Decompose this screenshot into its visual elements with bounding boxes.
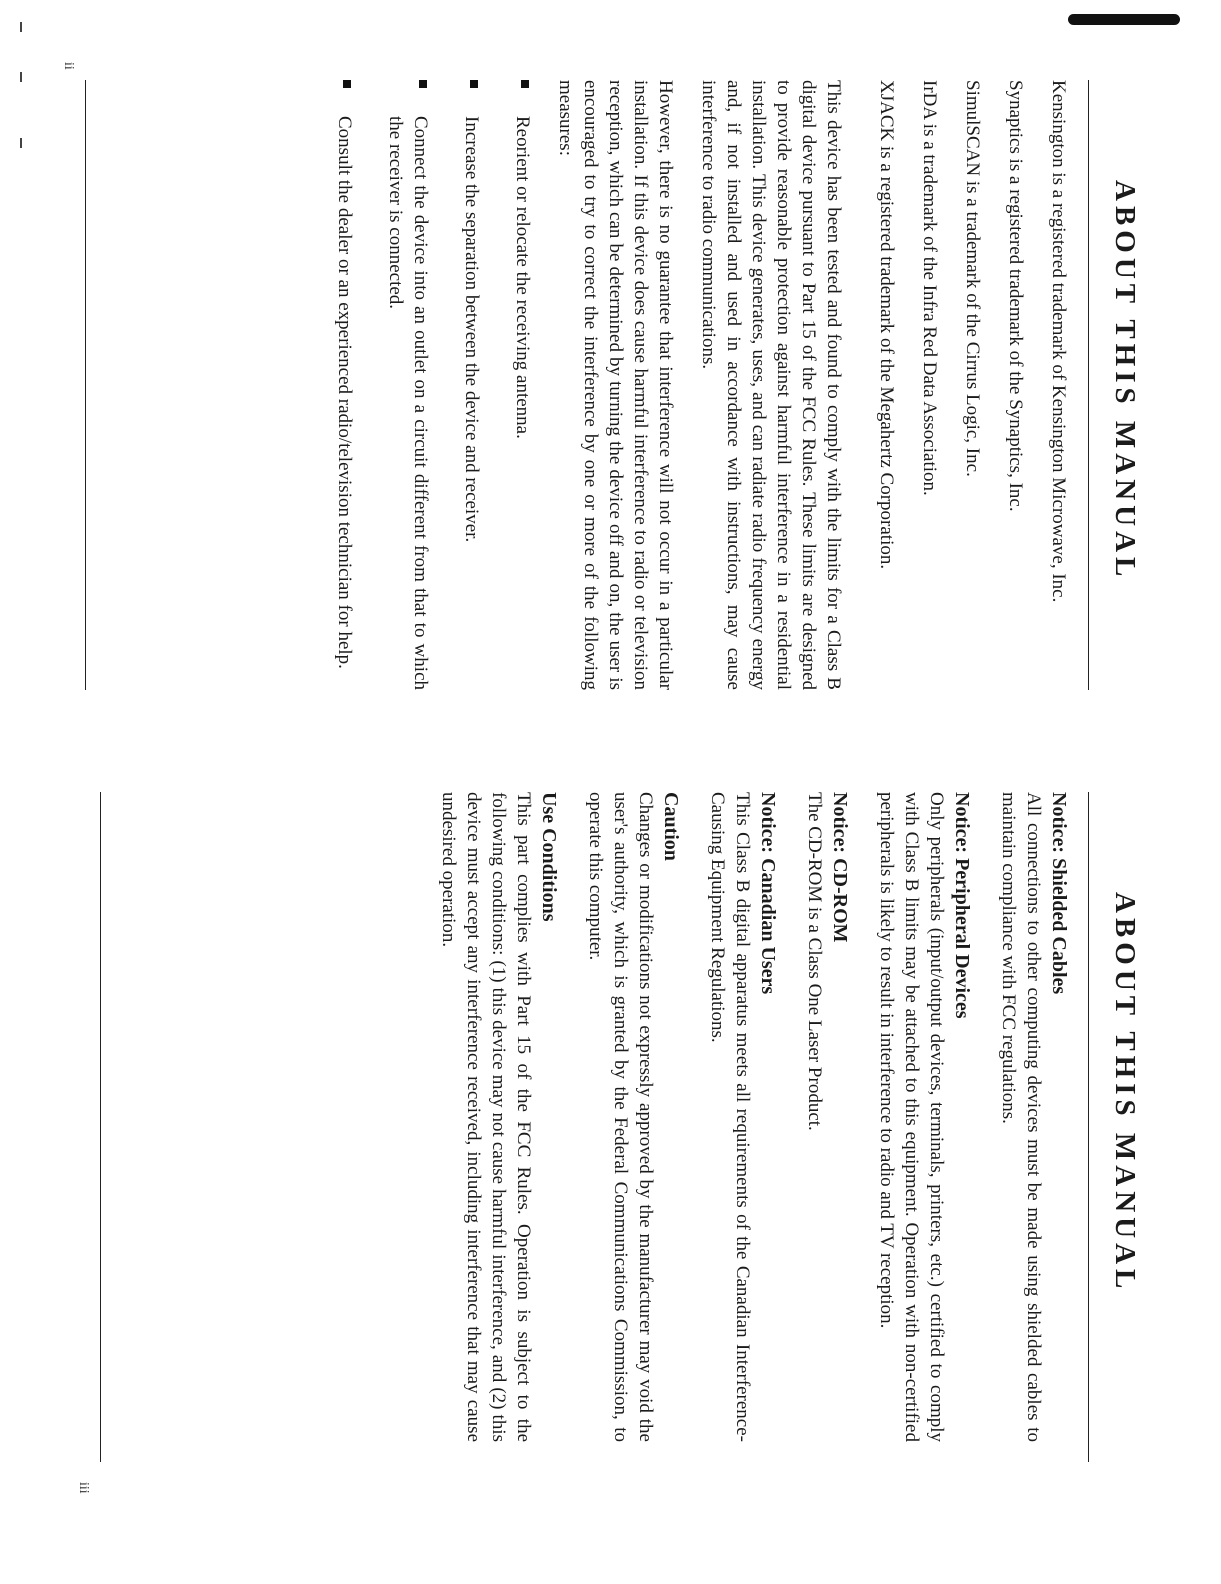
section-body: This part complies with Part 15 of the FCC Rules. Operation is subject to the following conditions: (1) this device may not cause harmful interference, and (2) this device must accept any interference received, including interference that may cause undesired operation. xyxy=(438,792,534,1442)
section-title: Notice: Peripheral Devices xyxy=(951,792,973,1019)
page-number: ii xyxy=(61,62,76,70)
heading-rule xyxy=(1088,80,1089,690)
section-title: Caution xyxy=(660,792,682,861)
guarantee-paragraph: However, there is no guarantee that interference will not occur in a particular installation. If this device does cause harmful interference to radio or television reception, which can be determined by turning the device off and on, the user is encouraged to try to correct the interference by one or more of the following measures: xyxy=(555,80,676,690)
trademark-line: IrDA is a trademark of the Infra Red Data Association. xyxy=(919,80,940,496)
list-item-text: Consult the dealer or an experienced radio/television technician for help. xyxy=(334,116,355,669)
heading-rule xyxy=(1088,792,1089,1462)
right-page-body xyxy=(414,792,1071,1442)
notice-section xyxy=(996,792,1071,1442)
trademark-line: SimulSCAN is a trademark of the Cirrus Logic, Inc. xyxy=(962,80,983,477)
notice-section xyxy=(583,792,683,1442)
trademark-line: Synaptics is a registered trademark of the Synaptics, Inc. xyxy=(1005,80,1026,512)
trademark-line: XJACK is a registered trademark of the Megahertz Corporation. xyxy=(876,80,897,570)
measures-list xyxy=(332,80,535,690)
section-title: Notice: Canadian Users xyxy=(757,792,779,995)
left-page-body xyxy=(306,80,1071,690)
notice-section xyxy=(802,792,852,1442)
list-item-text: Connect the device into an outlet on a circuit different from that to which the receiver is connected. xyxy=(385,116,431,690)
page-heading: ABOUT THIS MANUAL xyxy=(1109,892,1141,1294)
section-title: Use Conditions xyxy=(538,792,560,922)
fcc-paragraph: This device has been tested and found to comply with the limits for a Class B digital device pursuant to Part 15 of the FCC Rules. These limits are designed to provide reasonable protection against harmful interference in a residential installation. This device generates, uses, and can radiate radio frequency energy and, if not installed and used in accordance with instructions, may cause interference to radio communications. xyxy=(698,80,844,690)
section-title: Notice: Shielded Cables xyxy=(1048,792,1070,995)
notice-section xyxy=(436,792,561,1442)
list-item xyxy=(459,80,484,690)
trademark-line: Kensington is a registered trademark of Kensington Microwave, Inc. xyxy=(1048,80,1069,603)
bullet-icon xyxy=(343,80,351,88)
footer-rule xyxy=(85,80,86,690)
list-item-text: Reorient or relocate the receiving antenna. xyxy=(512,116,533,439)
page-number: iii xyxy=(76,1482,91,1494)
bullet-icon xyxy=(470,80,478,88)
section-body: Only peripherals (input/output devices, terminals, printers, etc.) certified to comply with Class B limits may be attached to this equipment. Operation with non-certified peripherals is likely to result in interference to radio and TV reception. xyxy=(876,792,947,1442)
bullet-icon xyxy=(521,80,529,88)
list-item xyxy=(332,80,357,690)
footer-rule xyxy=(100,792,101,1462)
section-body: Changes or modifications not expressly approved by the manufacturer may void the user's authority, which is granted by the Federal Communications Commission, to operate this computer. xyxy=(585,792,656,1442)
right-page xyxy=(0,792,1221,1584)
section-title: Notice: CD-ROM xyxy=(829,792,851,943)
page-heading: ABOUT THIS MANUAL xyxy=(1109,180,1141,582)
list-item xyxy=(510,80,535,690)
notice-section xyxy=(874,792,974,1442)
section-body: This Class B digital apparatus meets all requirements of the Canadian Interference-Causing Equipment Regulations. xyxy=(707,792,753,1442)
list-item xyxy=(383,80,433,690)
list-item-text: Increase the separation between the device and receiver. xyxy=(461,116,482,543)
section-body: The CD-ROM is a Class One Laser Product. xyxy=(804,792,825,1131)
section-body: All connections to other computing devices must be made using shielded cables to maintain compliance with FCC regulations. xyxy=(998,792,1044,1442)
notice-section xyxy=(705,792,780,1442)
bullet-icon xyxy=(419,80,427,88)
